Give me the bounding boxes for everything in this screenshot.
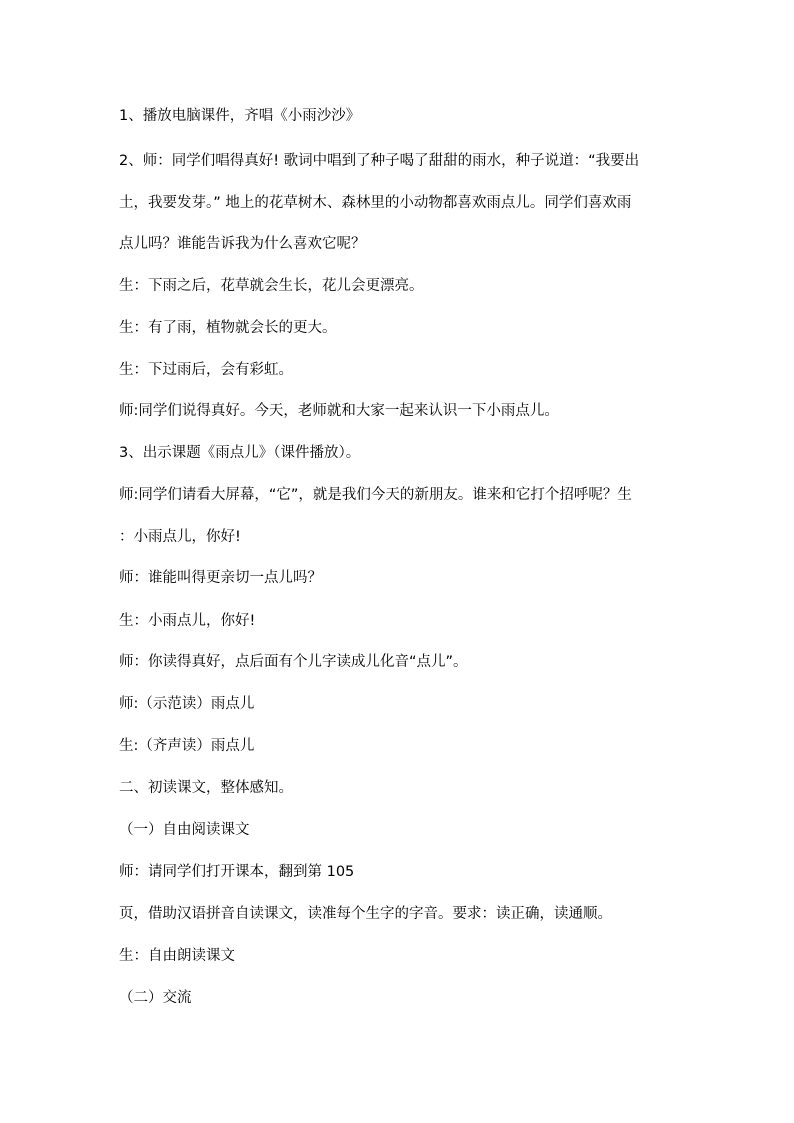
text-line: 师:（示范读）雨点儿 bbox=[119, 696, 255, 712]
text-line: 生：下雨之后，花草就会生长，花儿会更漂亮。 bbox=[119, 278, 424, 294]
text-line: 生：自由朗读课文 bbox=[119, 948, 235, 964]
text-line: 二、初读课文，整体感知。 bbox=[119, 780, 293, 796]
text-line: ：小雨点儿，你好! bbox=[119, 529, 241, 545]
text-line: 师:同学们请看大屏幕，“它”，就是我们今天的新朋友。谁来和它打个招呼呢？生 bbox=[119, 487, 632, 503]
text-line: （二）交流 bbox=[119, 990, 192, 1006]
text-line: 师：请同学们打开课本，翻到第 105 bbox=[119, 864, 355, 880]
text-line: 生:（齐声读）雨点儿 bbox=[119, 738, 255, 754]
text-line: 页，借助汉语拼音自读课文，读准每个生字的字音。要求：读正确，读通顺。 bbox=[119, 906, 612, 922]
text-line: 师：谁能叫得更亲切一点儿吗？ bbox=[119, 570, 322, 586]
text-line: 1、播放电脑课件，齐唱《小雨沙沙》 bbox=[119, 108, 361, 124]
text-line: （一）自由阅读课文 bbox=[119, 822, 250, 838]
text-line: 生：下过雨后，会有彩虹。 bbox=[119, 362, 293, 378]
text-line: 土，我要发芽。” 地上的花草树木、森林里的小动物都喜欢雨点儿。同学们喜欢雨 bbox=[119, 195, 632, 211]
text-line: 3、出示课题《雨点儿》（课件播放）。 bbox=[119, 445, 361, 461]
text-line: 2、师：同学们唱得真好! 歌词中唱到了种子喝了甜甜的雨水，种子说道：“我要出 bbox=[119, 153, 640, 169]
text-line: 生：小雨点儿，你好! bbox=[119, 613, 256, 629]
text-line: 师:同学们说得真好。今天，老师就和大家一起来认识一下小雨点儿。 bbox=[119, 403, 559, 419]
text-line: 生：有了雨，植物就会长的更大。 bbox=[119, 320, 337, 336]
text-line: 师：你读得真好，点后面有个儿字读成儿化音“点儿”。 bbox=[119, 654, 468, 670]
text-line: 点儿吗？谁能告诉我为什么喜欢它呢？ bbox=[119, 236, 366, 252]
